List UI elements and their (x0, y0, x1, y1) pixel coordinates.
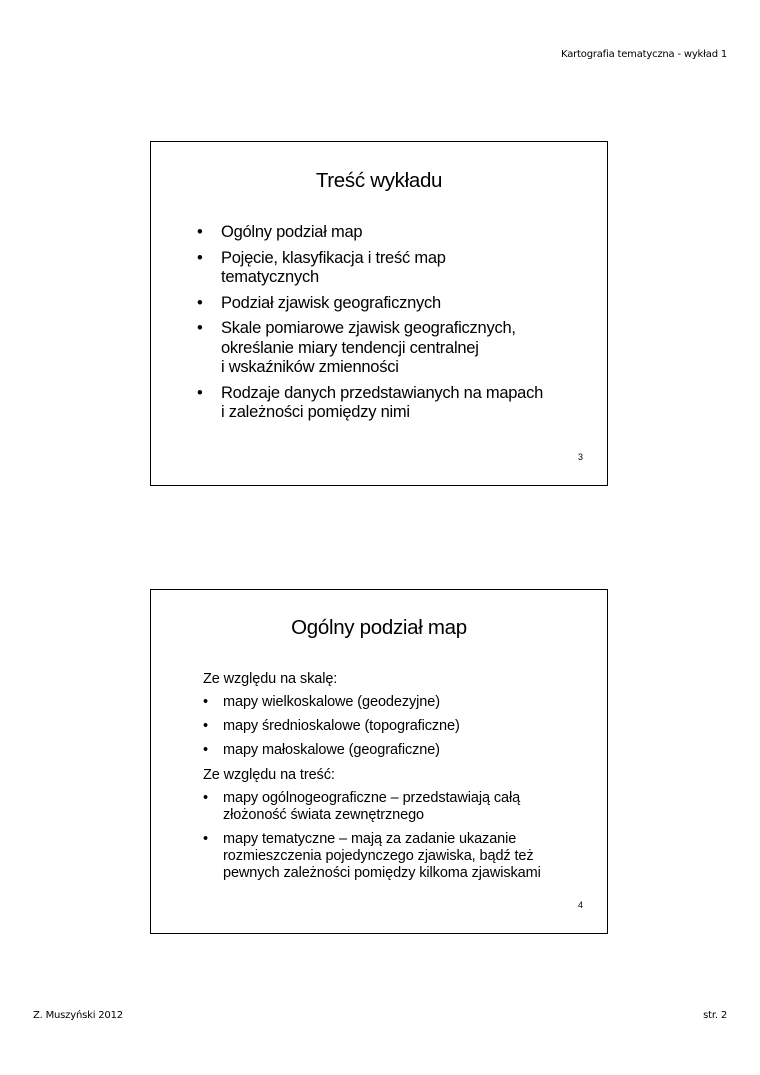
footer-author: Z. Muszyński 2012 (33, 1010, 123, 1021)
page-header: Kartografia tematyczna - wykład 1 (561, 49, 727, 60)
list-item: • mapy wielkoskalowe (geodezyjne) (203, 694, 440, 710)
bullet-icon: • (203, 831, 208, 847)
list-item: • Podział zjawisk geograficznych (197, 293, 441, 312)
bullet-icon: • (203, 742, 208, 758)
slide-number: 3 (577, 452, 583, 462)
list-item: • Skale pomiarowe zjawisk geograficznych, określanie miary tendencji centralnej i wskaźników zmienności (197, 319, 516, 376)
bullet-icon: • (203, 790, 208, 806)
bullet-icon: • (197, 293, 203, 312)
footer-page-number: str. 2 (703, 1010, 727, 1021)
slide-number: 4 (577, 900, 583, 910)
bullet-icon: • (197, 319, 203, 337)
slide-3 (150, 141, 608, 486)
slide-title: Treść wykładu (315, 169, 443, 192)
bullet-icon: • (203, 718, 208, 734)
bullet-icon: • (203, 694, 208, 710)
list-item: • Rodzaje danych przedstawianych na mapach i zależności pomiędzy nimi (197, 383, 544, 421)
content-list (203, 670, 598, 889)
list-item: • Ogólny podział map (197, 223, 363, 241)
bullet-icon: • (197, 223, 203, 241)
list-item: • mapy tematyczne – mają za zadanie ukazanie rozmieszczenia pojedynczego zjawiska, bądź też pewnych zależności pomiędzy kilkoma zjawiskami (203, 831, 541, 881)
section-heading: Ze względu na treść: (203, 767, 335, 783)
section-heading: Ze względu na skalę: (203, 671, 338, 687)
slide-4 (150, 589, 608, 934)
bullet-icon: • (197, 383, 203, 402)
list-item: • mapy małoskalowe (geograficzne) (203, 742, 440, 758)
list-item: • Pojęcie, klasyfikacja i treść map tematycznych (197, 248, 446, 286)
list-item: • mapy ogólnogeograficzne – przedstawiają całą złożoność świata zewnętrznego (203, 790, 521, 823)
slide-title: Ogólny podział map (291, 616, 467, 639)
list-item: • mapy średnioskalowe (topograficzne) (203, 718, 460, 734)
bullet-icon: • (197, 248, 203, 267)
bullet-list (197, 223, 597, 429)
